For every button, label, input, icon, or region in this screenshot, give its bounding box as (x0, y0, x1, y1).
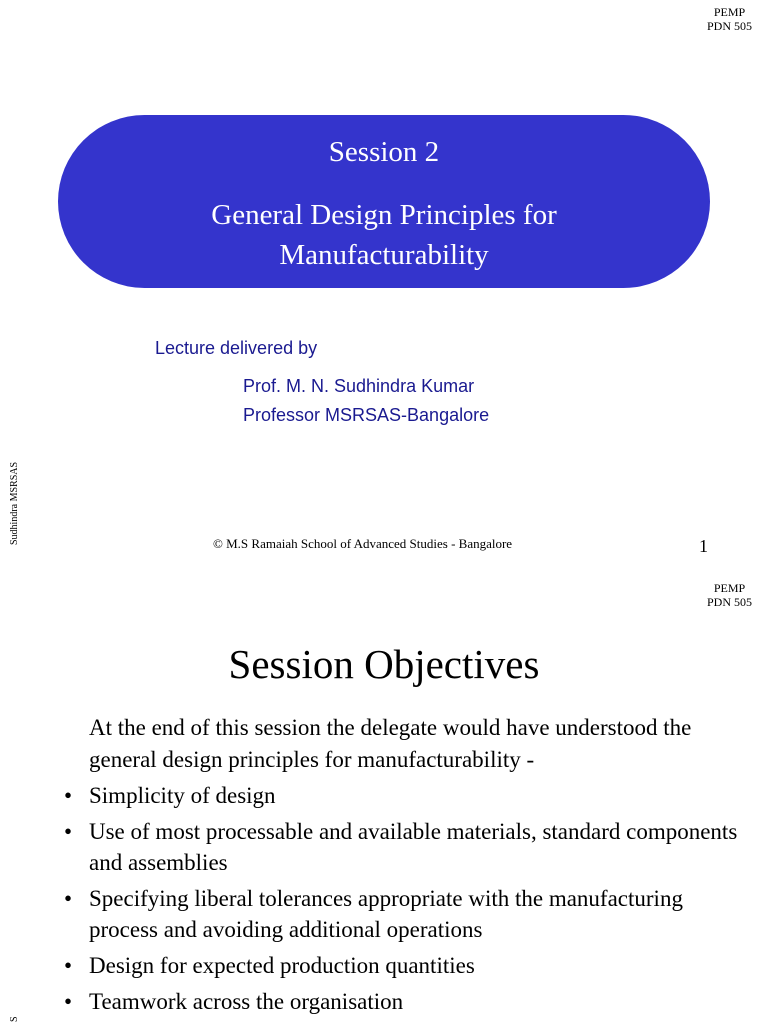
intro-paragraph: At the end of this session the delegate would have understood the general design principles for manufacturability - (89, 715, 692, 772)
session-title (58, 195, 710, 275)
bullet-icon: • (64, 953, 73, 978)
slide-title: Session Objectives (228, 641, 540, 687)
course-code-line2: PDN 505 (706, 19, 752, 33)
footer-copyright: © M.S Ramaiah School of Advanced Studies - Bangalore (213, 536, 513, 551)
list-item: • Specifying liberal tolerances appropriate with the manufacturing process and avoiding additional operations (64, 883, 744, 945)
list-item: • Simplicity of design (64, 780, 744, 811)
list-item: • Teamwork across the organisation (64, 986, 744, 1017)
presenter-name: Prof. M. N. Sudhindra Kumar (243, 376, 475, 396)
presenter-title: Professor MSRSAS-Bangalore (243, 405, 490, 425)
presenter-info (243, 372, 489, 430)
bullet-icon: • (64, 819, 73, 844)
side-author-label: S (9, 1016, 20, 1022)
bullet-icon: • (64, 783, 73, 808)
list-item: • Design for expected production quantities (64, 950, 744, 981)
side-author-label: Sudhindra MSRSAS (9, 461, 20, 545)
objectives-list (64, 780, 744, 1022)
course-code-line1: PEMP (713, 5, 746, 19)
course-code (707, 581, 752, 609)
course-code-line1: PEMP (713, 581, 746, 595)
course-code (707, 5, 752, 33)
course-code-line2: PDN 505 (706, 595, 752, 609)
page-number: 1 (699, 536, 708, 556)
session-label: Session 2 (328, 136, 440, 168)
lecture-label: Lecture delivered by (155, 338, 318, 358)
bullet-icon: • (64, 989, 73, 1014)
session-title-line2: Manufacturability (279, 239, 489, 271)
bullet-icon: • (64, 886, 73, 911)
title-banner (58, 115, 710, 288)
list-item: • Use of most processable and available materials, standard components and assemblies (64, 816, 744, 878)
session-title-line1: General Design Principles for (211, 199, 557, 231)
